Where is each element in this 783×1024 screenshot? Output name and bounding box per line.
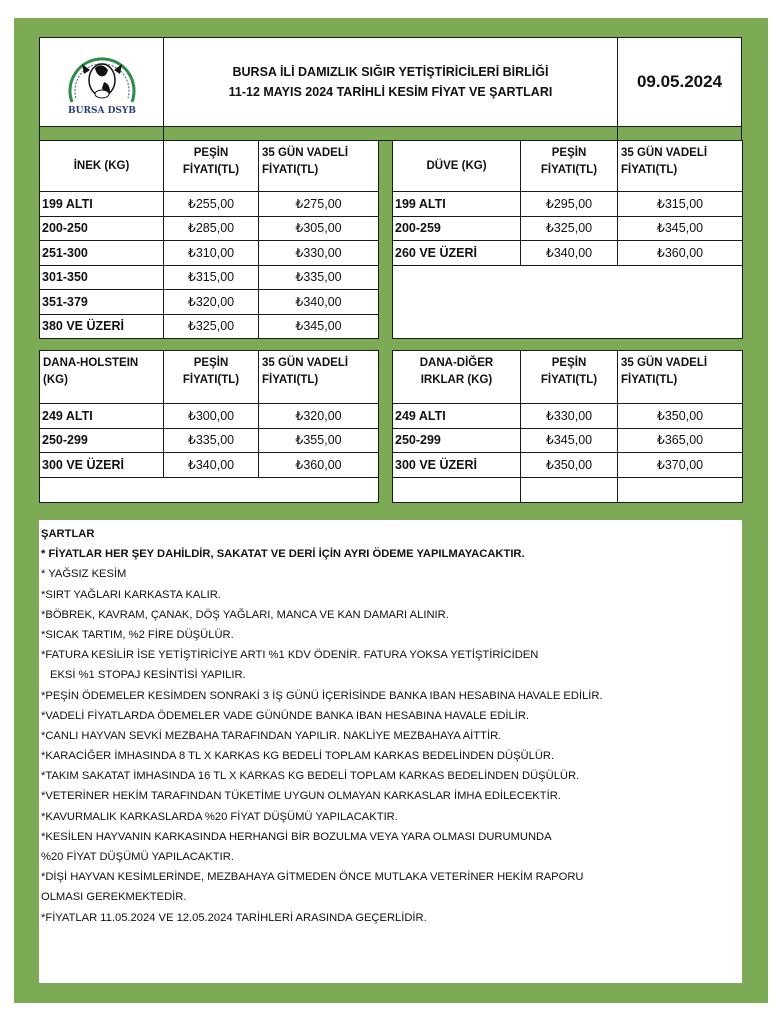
row-deferred-price-cell — [258, 452, 379, 478]
header-label-line: IRKLAR (KG) — [420, 374, 493, 386]
header-label-line: PEŞİN — [193, 357, 229, 369]
deferred-price: ₺340,00 — [295, 294, 342, 309]
row-deferred-price-cell — [617, 216, 743, 242]
column-header-range — [392, 350, 521, 404]
condition-item: *CANLI HAYVAN SEVKİ MEZBAHA TARAFINDAN YAPILIR. NAKLİYE MEZBAHAYA AİTTİR. — [41, 729, 502, 742]
cash-price: ₺300,00 — [187, 408, 235, 423]
condition-item: * YAĞSIZ KESİM — [41, 568, 127, 581]
deferred-price: ₺355,00 — [295, 433, 342, 447]
document-date: 09.05.2024 — [636, 72, 723, 91]
row-cash-price-cell — [520, 403, 618, 429]
row-range-cell — [39, 452, 164, 478]
row-deferred-price-cell — [258, 403, 379, 429]
header-label-line: FİYATI(TL) — [540, 164, 598, 176]
cash-price: ₺285,00 — [187, 221, 235, 235]
separator-band — [163, 126, 618, 141]
row-cash-price-cell — [163, 216, 259, 242]
cash-price: ₺340,00 — [187, 457, 235, 472]
header-label-line: DANA-DİĞER — [419, 357, 494, 369]
cash-price: ₺325,00 — [545, 221, 593, 235]
header-label-line: 35 GÜN VADELİ — [621, 147, 708, 159]
deferred-price: ₺350,00 — [656, 408, 704, 423]
weight-range: 250-299 — [42, 433, 88, 447]
weight-range: 199 ALTI — [42, 196, 93, 211]
cash-price: ₺320,00 — [187, 294, 235, 309]
row-cash-price-cell — [163, 314, 259, 340]
row-range-cell — [39, 191, 164, 217]
row-cash-price-cell — [520, 240, 618, 266]
condition-item: *PEŞİN ÖDEMELER KESİMDEN SONRAKİ 3 İŞ GÜNÜ İÇERİSİNDE BANKA IBAN HESABINA HAVALE EDİLİR. — [41, 689, 603, 702]
row-deferred-price-cell — [617, 240, 743, 266]
condition-item: *KESİLEN HAYVANIN KARKASINDA HERHANGİ BİR BOZULMA VEYA YARA OLMASI DURUMUNDA — [41, 830, 552, 843]
header-label-line: PEŞİN — [193, 147, 229, 159]
condition-item: OLMASI GEREKMEKTEDİR. — [41, 891, 187, 904]
cash-price: ₺255,00 — [187, 196, 235, 211]
row-cash-price-cell — [520, 452, 618, 478]
row-range-cell — [392, 191, 521, 217]
row-deferred-price-cell — [617, 191, 743, 217]
weight-range: 301-350 — [42, 270, 88, 284]
row-deferred-price-cell — [258, 216, 379, 242]
column-header-cash — [520, 350, 618, 404]
condition-item: %20 FİYAT DÜŞÜMÜ YAPILACAKTIR. — [41, 851, 234, 863]
cash-price: ₺335,00 — [187, 433, 235, 447]
column-header-label: İNEK (KG) — [73, 159, 130, 172]
row-cash-price-cell — [163, 191, 259, 217]
condition-item: *TAKIM SAKATAT İMHASINDA 16 TL X KARKAS KG BEDELİ TOPLAM KARKAS BEDELİNDEN DÜŞÜLÜR. — [41, 770, 580, 783]
row-deferred-price-cell — [258, 289, 379, 315]
header-label-line: FİYATI(TL) — [262, 374, 319, 386]
row-deferred-price-cell — [258, 314, 379, 340]
row-range-cell — [39, 403, 164, 429]
condition-item: *DİŞİ HAYVAN KESİMLERİNDE, MEZBAHAYA GİTMEDEN ÖNCE MUTLAKA VETERİNER HEKİM RAPORU — [41, 871, 584, 884]
row-range-cell — [39, 289, 164, 315]
header-label-line: FİYATI(TL) — [182, 374, 240, 386]
row-cash-price-cell — [520, 216, 618, 242]
column-header-deferred — [258, 350, 379, 404]
separator-band — [39, 126, 164, 141]
row-cash-price-cell — [520, 428, 618, 454]
deferred-price: ₺345,00 — [295, 319, 342, 333]
condition-item: *VADELİ FİYATLARDA ÖDEMELER VADE GÜNÜNDE BANKA IBAN HESABINA HAVALE EDİLİR. — [41, 709, 530, 722]
conditions-title: ŞARTLAR — [41, 528, 95, 540]
column-header-deferred — [258, 140, 379, 192]
condition-item: *KARACİĞER İMHASINDA 8 TL X KARKAS KG BEDELİ TOPLAM KARKAS BEDELİNDEN DÜŞÜLÜR. — [41, 750, 555, 763]
cash-price: ₺325,00 — [187, 319, 235, 333]
row-range-cell — [392, 216, 521, 242]
row-deferred-price-cell — [258, 265, 379, 291]
column-header-deferred — [617, 350, 743, 404]
header-label-line: PEŞİN — [551, 147, 587, 159]
row-range-cell — [39, 216, 164, 242]
empty-cell — [617, 477, 743, 504]
condition-item: *KAVURMALIK KARKASLARDA %20 FİYAT DÜŞÜMÜ YAPILACAKTIR. — [41, 810, 398, 823]
cash-price: ₺350,00 — [545, 457, 593, 472]
row-range-cell — [39, 265, 164, 291]
row-range-cell — [392, 452, 521, 478]
header-label-line: PEŞİN — [551, 357, 587, 369]
row-cash-price-cell — [163, 428, 259, 454]
deferred-price: ₺320,00 — [295, 408, 342, 423]
conditions-list — [41, 544, 742, 928]
row-deferred-price-cell — [617, 403, 743, 429]
cash-price: ₺310,00 — [187, 245, 235, 260]
weight-range: 260 VE ÜZERİ — [395, 245, 477, 260]
condition-item: * FİYATLAR HER ŞEY DAHİLDİR, SAKATAT VE DERİ İÇİN AYRI ÖDEME YAPILMAYACAKTIR. — [41, 548, 525, 561]
row-deferred-price-cell — [258, 191, 379, 217]
column-header-cash — [163, 350, 259, 404]
empty-cell — [392, 477, 521, 504]
header-label-line: DANA-HOLSTEIN — [43, 357, 139, 369]
row-cash-price-cell — [163, 403, 259, 429]
weight-range: 249 ALTI — [42, 408, 93, 423]
weight-range: 380 VE ÜZERİ — [42, 319, 124, 333]
row-cash-price-cell — [163, 240, 259, 266]
header-label-line: FİYATI(TL) — [182, 164, 240, 176]
bursa-dsyb-logo-icon — [60, 44, 144, 120]
row-deferred-price-cell — [617, 452, 743, 478]
weight-range: 249 ALTI — [395, 408, 446, 423]
empty-row — [392, 265, 743, 340]
column-header-deferred — [617, 140, 743, 192]
row-cash-price-cell — [163, 289, 259, 315]
deferred-price: ₺305,00 — [295, 221, 342, 235]
condition-item: *FATURA KESİLİR İSE YETİŞTİRİCİYE ARTI %1 KDV ÖDENİR. FATURA YOKSA YETİŞTİRİCİDEN — [41, 649, 539, 662]
row-deferred-price-cell — [258, 428, 379, 454]
deferred-price: ₺345,00 — [656, 221, 704, 235]
row-range-cell — [39, 428, 164, 454]
header-label-line: FİYATI(TL) — [621, 164, 678, 176]
deferred-price: ₺315,00 — [656, 196, 704, 211]
weight-range: 199 ALTI — [395, 196, 446, 211]
deferred-price: ₺370,00 — [656, 457, 704, 472]
cash-price: ₺345,00 — [545, 433, 593, 447]
empty-row — [39, 477, 379, 504]
header-label-line: (KG) — [43, 374, 68, 386]
deferred-price: ₺275,00 — [295, 196, 342, 211]
weight-range: 251-300 — [42, 245, 88, 260]
cash-price: ₺340,00 — [545, 245, 593, 260]
row-range-cell — [39, 240, 164, 266]
condition-item: *BÖBREK, KAVRAM, ÇANAK, DÖŞ YAĞLARI, MANCA VE KAN DAMARI ALINIR. — [41, 608, 449, 621]
column-header-range — [39, 140, 164, 192]
weight-range: 351-379 — [42, 294, 88, 309]
column-header-label: DÜVE (KG) — [426, 159, 487, 172]
deferred-price: ₺335,00 — [295, 270, 342, 284]
row-cash-price-cell — [520, 191, 618, 217]
header-label-line: FİYATI(TL) — [262, 164, 319, 176]
column-header-range — [39, 350, 164, 404]
cash-price: ₺330,00 — [545, 408, 593, 423]
header-label-line: FİYATI(TL) — [540, 374, 598, 386]
row-deferred-price-cell — [258, 240, 379, 266]
title-cell — [163, 37, 618, 127]
logo-cell — [39, 37, 164, 127]
org-title: BURSA İLİ DAMIZLIK SIĞIR YETİŞTİRİCİLERİ BİRLİĞİ — [232, 65, 549, 79]
cash-price: ₺295,00 — [545, 196, 593, 211]
separator-band — [617, 126, 742, 141]
header-label-line: 35 GÜN VADELİ — [262, 147, 349, 159]
condition-item: *SIRT YAĞLARI KARKASTA KALIR. — [41, 588, 221, 601]
row-cash-price-cell — [163, 265, 259, 291]
header-label-line: 35 GÜN VADELİ — [262, 357, 349, 369]
row-range-cell — [39, 314, 164, 340]
header-label-line: FİYATI(TL) — [621, 374, 678, 386]
cash-price: ₺315,00 — [187, 270, 235, 284]
column-header-range — [392, 140, 521, 192]
conditions-section — [39, 520, 742, 983]
date-cell — [617, 37, 742, 127]
document-subtitle: 11-12 MAYIS 2024 TARİHLİ KESİM FİYAT VE ŞARTLARI — [228, 85, 553, 99]
condition-item: *FİYATLAR 11.05.2024 VE 12.05.2024 TARİHLERİ ARASINDA GEÇERLİDİR. — [41, 911, 427, 924]
weight-range: 300 VE ÜZERİ — [395, 457, 477, 472]
row-deferred-price-cell — [617, 428, 743, 454]
row-cash-price-cell — [163, 452, 259, 478]
row-range-cell — [392, 403, 521, 429]
condition-item: *VETERİNER HEKİM TARAFINDAN TÜKETİME UYGUN OLMAYAN KARKASLAR İMHA EDİLECEKTİR. — [41, 790, 561, 803]
deferred-price: ₺330,00 — [295, 245, 342, 260]
deferred-price: ₺360,00 — [295, 457, 342, 472]
condition-item: *SICAK TARTIM, %2 FİRE DÜŞÜLÜR. — [41, 628, 234, 641]
row-range-cell — [392, 428, 521, 454]
logo-text: BURSA DSYB — [67, 106, 136, 116]
header-label-line: 35 GÜN VADELİ — [621, 357, 708, 369]
empty-cell — [520, 477, 618, 504]
deferred-price: ₺360,00 — [656, 245, 704, 260]
condition-item: EKSİ %1 STOPAJ KESİNTİSİ YAPILIR. — [50, 669, 246, 682]
weight-range: 200-250 — [42, 221, 88, 235]
weight-range: 300 VE ÜZERİ — [42, 457, 124, 472]
deferred-price: ₺365,00 — [656, 433, 704, 447]
weight-range: 200-259 — [395, 221, 441, 235]
column-header-cash — [163, 140, 259, 192]
column-header-cash — [520, 140, 618, 192]
row-range-cell — [392, 240, 521, 266]
weight-range: 250-299 — [395, 433, 441, 447]
